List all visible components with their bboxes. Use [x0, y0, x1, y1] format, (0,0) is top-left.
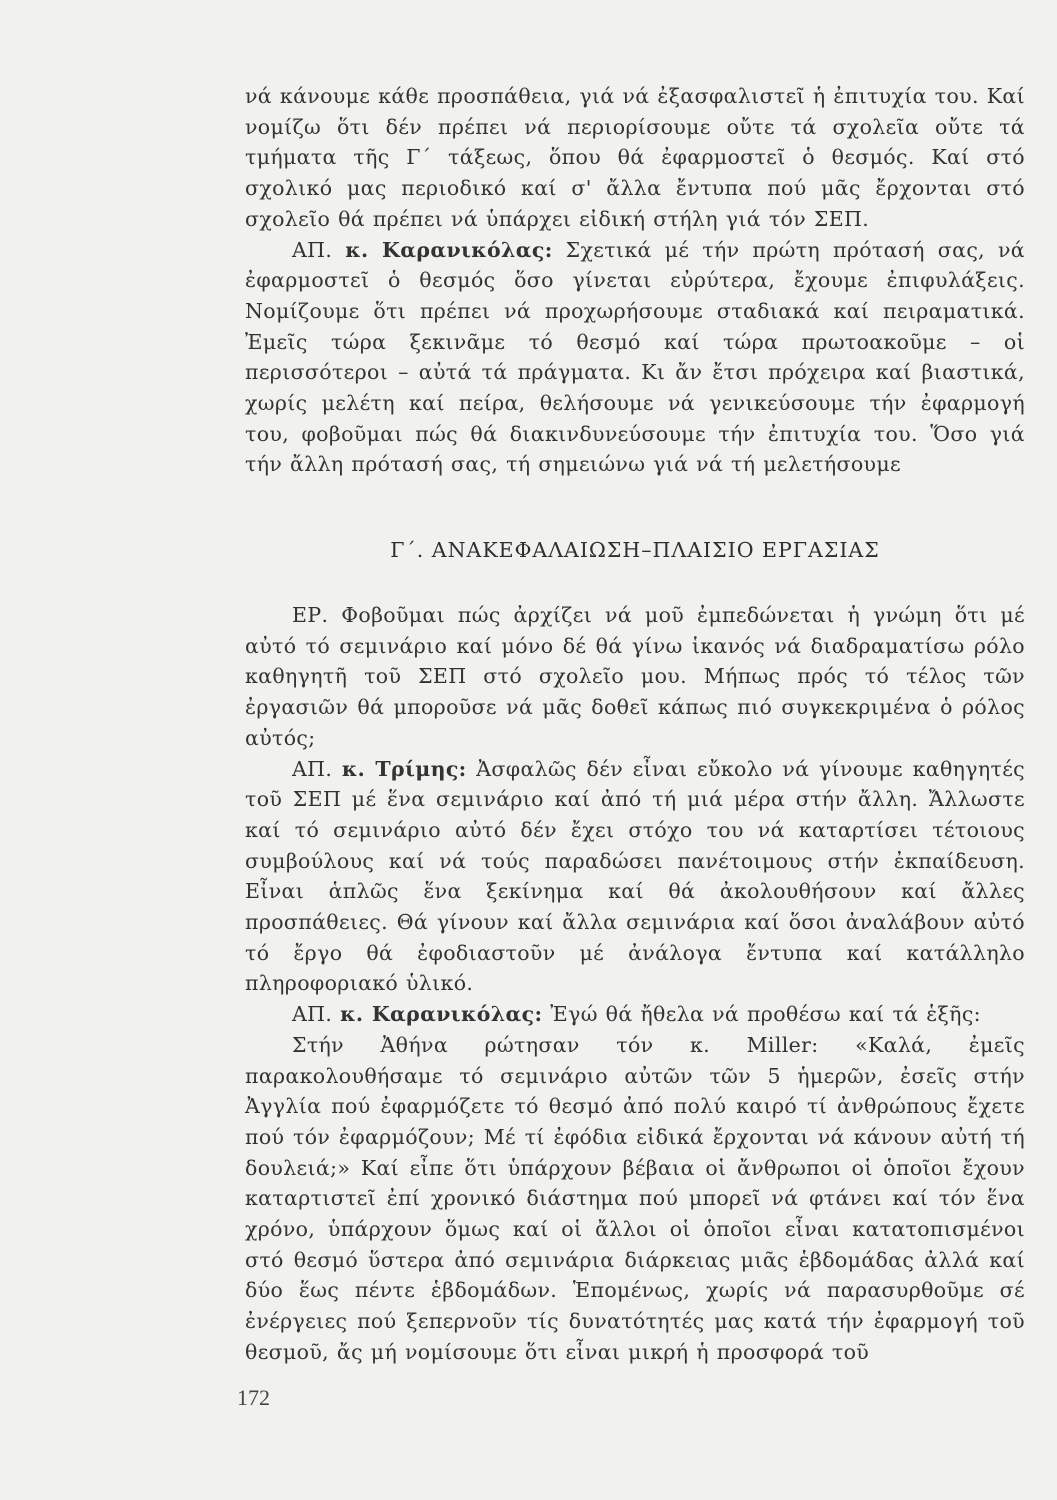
paragraph-text: νά κάνουμε κάθε προσπάθεια, γιά νά ἐξασφαλιστεῖ ἡ ἐπιτυχία του. Καί νομίζω ὅτι δέν πρέπει νά περιορίσουμε οὔτε τά σχολεῖα οὔτε τά τμήματα τῆς Γ΄ τάξεως, ὅπου θά ἐφαρμοστεῖ ὁ θεσμός. Καί στό σχολικό μας περιοδικό καί σ' ἄλλα ἔντυπα πού μᾶς ἔρχονται στό σχολεῖο θά πρέπει νά ὑπάρχει εἰδική στήλη γιά τόν ΣΕΠ.: [245, 84, 1025, 231]
paragraph: [245, 600, 1025, 754]
paragraph-prefix: ΕΡ.: [292, 603, 329, 627]
paragraph: [245, 999, 1025, 1030]
speaker-name: κ. Καρανικόλας:: [340, 1002, 543, 1027]
paragraph: [245, 754, 1025, 1000]
paragraph-text: Φοβοῦμαι πώς ἀρχίζει νά μοῦ ἐμπεδώνεται ἡ γνώμη ὅτι μέ αὐτό τό σεμινάριο καί μόνο δέ θά γίνω ἱκανός νά διαδραματίσω ρόλο καθηγητῆ τοῦ ΣΕΠ στό σχολεῖο μου. Μήπως πρός τό τέλος τῶν ἐργασιῶν θά μποροῦσε νά μᾶς δοθεῖ κάπως πιό συγκεκριμένα ὁ ρόλος αὐτός;: [245, 603, 1026, 750]
text-block-top: [245, 81, 1025, 480]
paragraph-text: Ἀσφαλῶς δέν εἶναι εὔκολο νά γίνουμε καθηγητές τοῦ ΣΕΠ μέ ἕνα σεμινάριο καί ἀπό τή μιά μέρα στήν ἄλλη. Ἄλλωστε καί τό σεμινάριο αὐτό δέν ἔχει στόχο του νά καταρτίσει τέτοιους συμβούλους καί νά τούς παραδώσει πανέτοιμους στήν ἐκπαίδευση. Εἶναι ἁπλῶς ἕνα ξεκίνημα καί θά ἀκολουθήσουν καί ἄλλες προσπάθειες. Θά γίνουν καί ἄλλα σεμινάρια καί ὅσοι ἀναλάβουν αὐτό τό ἔργο θά ἐφοδιαστοῦν μέ ἀνάλογα ἔντυπα καί κατάλληλο πληροφοριακό ὑλικό.: [245, 756, 1026, 996]
paragraph-prefix: ΑΠ.: [292, 756, 333, 781]
text-block-bottom: [245, 600, 1025, 1368]
paragraph-prefix: ΑΠ.: [292, 237, 333, 262]
speaker-name: κ. Τρίμης:: [341, 756, 467, 781]
page-number: 172: [237, 1385, 270, 1410]
paragraph: [245, 235, 1025, 481]
paragraph-text: Στήν Ἀθήνα ρώτησαν τόν κ. Miller: «Καλά, ἐμεῖς παρακολουθήσαμε τό σεμινάριο αὐτῶν τῶν 5 ἡμερῶν, ἐσεῖς στήν Ἀγγλία πού ἐφαρμόζετε τό θεσμό ἀπό πολύ καιρό τί ἀνθρώπους ἔχετε πού τόν ἐφαρμόζουν; Μέ τί ἐφόδια εἰδικά ἔρχονται νά κάνουν αὐτή τή δουλειά;» Καί εἶπε ὅτι ὑπάρχουν βέβαια οἱ ἄνθρωποι οἱ ὁποῖοι ἔχουν καταρτιστεῖ ἐπί χρονικό διάστημα πού μπορεῖ νά φτάνει καί τόν ἕνα χρόνο, ὑπάρχουν ὅμως καί οἱ ἄλλοι οἱ ὁποῖοι εἶναι κατατοπισμένοι στό θεσμό ὕστερα ἀπό σεμινάρια διάρκειας μιᾶς ἑβδομάδας ἀλλά καί δύο ἕως πέντε ἑβδομάδων. Ἑπομένως, χωρίς νά παρασυρθοῦμε σέ ἐνέργειες πού ξεπερνοῦν τίς δυνατότητές μας κατά τήν ἐφαρμογή τοῦ θεσμοῦ, ἄς μή νομίσουμε ὅτι εἶναι μικρή ἡ προσφορά τοῦ: [245, 1032, 1025, 1364]
section-heading: Γ΄. ΑΝΑΚΕΦΑΛΑΙΩΣΗ–ΠΛΑΙΣΙΟ ΕΡΓΑΣΙΑΣ: [390, 538, 880, 562]
speaker-name: κ. Καρανικόλας:: [345, 237, 553, 262]
paragraph-text: Σχετικά μέ τήν πρώτη πρότασή σας, νά ἐφαρμοστεῖ ὁ θεσμός ὅσο γίνεται εὐρύτερα, ἔχουμε ἐπιφυλάξεις. Νομίζουμε ὅτι πρέπει νά προχωρήσουμε σταδιακά καί πειραματικά. Ἐμεῖς τώρα ξεκινᾶμε τό θεσμό καί τώρα πρωτοακοῦμε – οἱ περισσότεροι – αὐτά τά πράγματα. Κι ἄν ἔτσι πρόχειρα καί βιαστικά, χωρίς μελέτη καί πείρα, θελήσουμε νά γενικεύσουμε τήν ἐφαρμογή του, φοβοῦμαι πώς θά διακινδυνεύσουμε τήν ἐπιτυχία του. Ὅσο γιά τήν ἄλλη πρότασή σας, τή σημειώνω γιά νά τή μελετήσουμε: [245, 237, 1026, 477]
paragraph: [245, 81, 1025, 235]
paragraph-text: Ἐγώ θά ἤθελα νά προθέσω καί τά ἑξῆς:: [550, 1002, 981, 1027]
paragraph: [245, 1030, 1025, 1368]
paragraph-prefix: ΑΠ.: [292, 1002, 333, 1027]
